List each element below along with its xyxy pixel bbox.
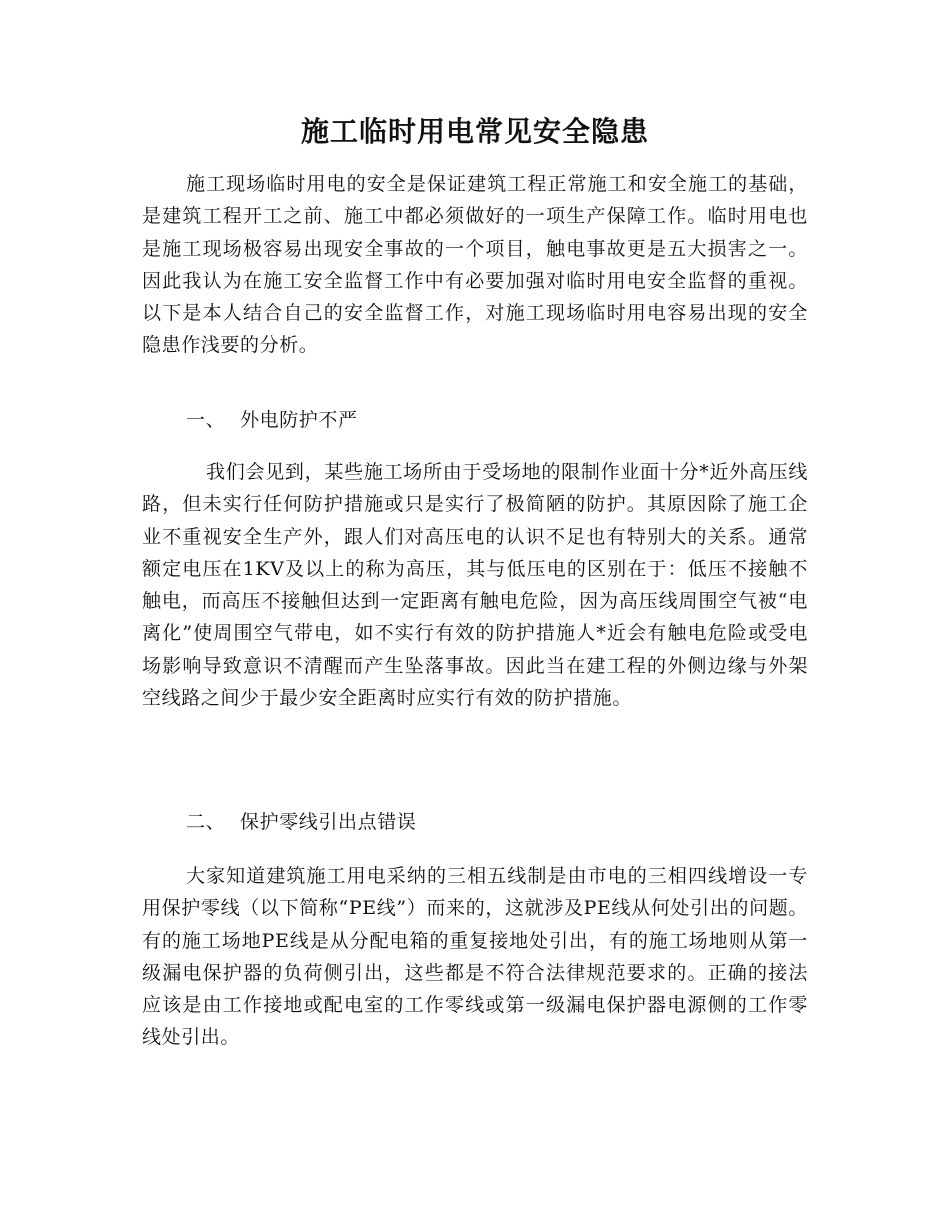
section-1-title: 外电防护不严 <box>240 409 358 431</box>
intro-paragraph: 施工现场临时用电的安全是保证建筑工程正常施工和安全施工的基础，是建筑工程开工之前、施工中都必须做好的一项生产保障工作。临时用电也是施工现场极容易出现安全事故的一个项目，触电事故更是五大损害之一。因此我认为在施工安全监督工作中有必要加强对临时用电安全监督的重视。以下是本人结合自己的安全监督工作，对施工现场临时用电容易出现的安全隐患作浅要的分析。 <box>142 173 808 357</box>
document-title: 施工临时用电常见安全隐患 <box>300 115 649 148</box>
section-2-heading <box>186 806 416 838</box>
section-2-paragraph: 大家知道建筑施工用电采纳的三相五线制是由市电的三相四线增设一专用保护零线（以下简称“PE线”）而来的，这就涉及PE线从何处引出的问题。有的施工场地PE线是从分配电箱的重复接地处引出，有的施工场地则从第一级漏电保护器的负荷侧引出，这些都是不符合法律规范要求的。正确的接法应该是由工作接地或配电室的工作零线或第一级漏电保护器电源侧的工作零线处引出。 <box>142 865 808 1049</box>
section-1-heading <box>186 404 358 436</box>
section-1-paragraph: 我们会见到，某些施工场所由于受场地的限制作业面十分*近外高压线路，但未实行任何防护措施或只是实行了极简陋的防护。其原因除了施工企业不重视安全生产外，跟人们对高压电的认识不足也有特别大的关系。通常额定电压在1KV及以上的称为高压，其与低压电的区别在于：低压不接触不触电，而高压不接触但达到一定距离有触电危险，因为高压线周围空气被“电离化”使周围空气带电，如不实行有效的防护措施人*近会有触电危险或受电场影响导致意识不清醒而产生坠落事故。因此当在建工程的外侧边缘与外架空线路之间少于最少安全距离时应实行有效的防护措施。 <box>142 461 808 710</box>
section-2-number: 二、 <box>186 811 226 833</box>
section-1-number: 一、 <box>186 409 226 431</box>
section-2-title: 保护零线引出点错误 <box>240 811 417 833</box>
